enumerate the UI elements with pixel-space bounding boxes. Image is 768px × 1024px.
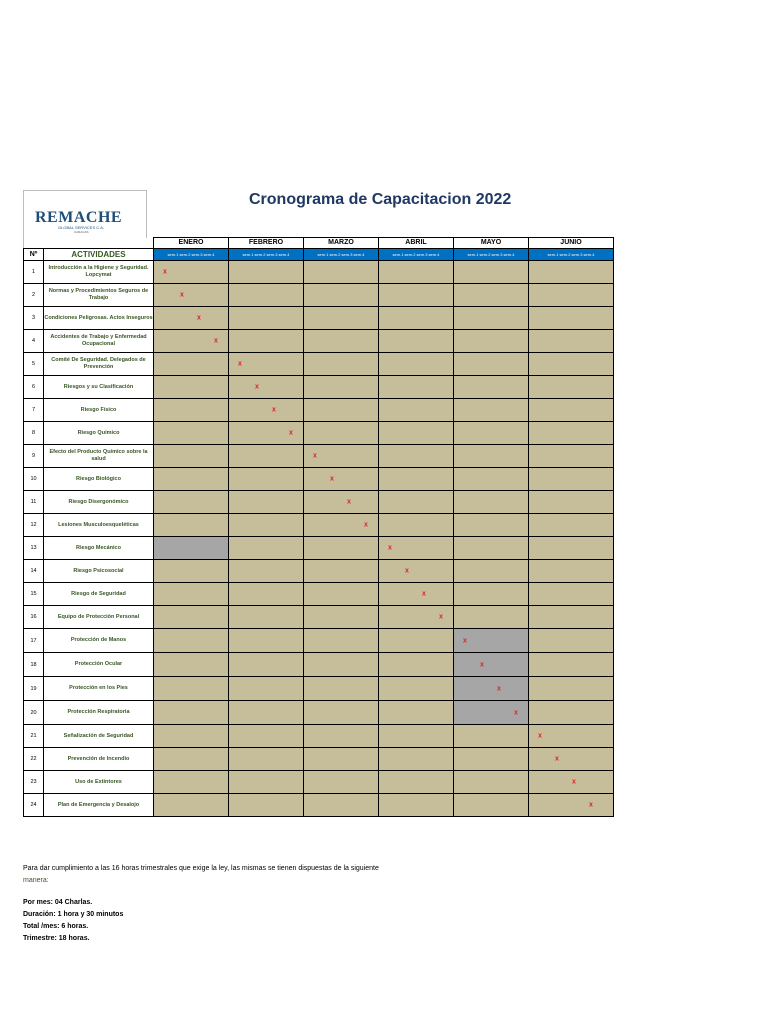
activity-number: 6 (24, 376, 44, 399)
schedule-cell (454, 307, 529, 330)
scheduled-mark: x (330, 475, 334, 483)
activity-name: Riesgo Físico (44, 399, 154, 422)
scheduled-mark: x (255, 383, 259, 391)
schedule-cell (454, 583, 529, 606)
schedule-cell (529, 653, 614, 677)
schedule-cell (454, 261, 529, 284)
schedule-table (23, 237, 614, 817)
activity-name: Equipo de Protección Personal (44, 606, 154, 629)
activity-row (24, 748, 614, 771)
schedule-cell (304, 399, 379, 422)
schedule-cell (379, 583, 454, 606)
activity-name: Accidentes de Trabajo y Enfermedad Ocupacional (44, 330, 154, 353)
summary-duration: Duración: 1 hora y 30 minutos (23, 911, 124, 918)
schedule-cell (304, 514, 379, 537)
scheduled-mark: x (480, 661, 484, 668)
schedule-cell (304, 330, 379, 353)
schedule-cell (529, 606, 614, 629)
schedule-cell (304, 748, 379, 771)
activity-name: Uso de Extintores (44, 771, 154, 794)
scheduled-mark: x (572, 778, 576, 786)
activity-number: 22 (24, 748, 44, 771)
blank-cell (24, 238, 44, 249)
activity-row (24, 399, 614, 422)
schedule-cell (379, 701, 454, 725)
schedule-cell (229, 560, 304, 583)
schedule-cell (154, 399, 229, 422)
scheduled-mark: x (463, 637, 467, 644)
schedule-cell (379, 537, 454, 560)
schedule-cell (229, 701, 304, 725)
activity-name: Normas y Procedimientos Seguros de Trabajo (44, 284, 154, 307)
activity-name: Riesgo de Seguridad (44, 583, 154, 606)
activity-number: 14 (24, 560, 44, 583)
page-title: Cronograma de Capacitacion 2022 (249, 191, 512, 208)
schedule-cell (229, 537, 304, 560)
schedule-cell (304, 491, 379, 514)
schedule-cell (379, 376, 454, 399)
schedule-cell (304, 422, 379, 445)
activity-row (24, 537, 614, 560)
scheduled-mark: x (238, 360, 242, 368)
schedule-cell (304, 725, 379, 748)
schedule-cell (229, 583, 304, 606)
schedule-cell (454, 284, 529, 307)
schedule-cell (529, 307, 614, 330)
activity-name: Riesgo Mecánico (44, 537, 154, 560)
schedule-cell (379, 330, 454, 353)
activity-row (24, 353, 614, 376)
activity-row (24, 701, 614, 725)
activity-name: Señalización de Seguridad (44, 725, 154, 748)
scheduled-mark: x (289, 429, 293, 437)
activity-row (24, 468, 614, 491)
schedule-cell (379, 353, 454, 376)
activity-name: Protección de Manos (44, 629, 154, 653)
schedule-cell (379, 794, 454, 817)
activity-row (24, 794, 614, 817)
schedule-cell (454, 606, 529, 629)
weeks-header: sem.1 sem.2 sem.3 sem.4 (529, 249, 614, 261)
activity-name: Introducción a la Higiene y Seguridad. Lopcymat (44, 261, 154, 284)
activity-number: 12 (24, 514, 44, 537)
scheduled-mark: x (163, 268, 167, 276)
schedule-cell (304, 629, 379, 653)
schedule-cell (154, 261, 229, 284)
schedule-cell (154, 376, 229, 399)
schedule-cell (229, 422, 304, 445)
activity-number: 20 (24, 701, 44, 725)
header-activities: ACTIVIDADES (44, 249, 154, 261)
schedule-cell (529, 422, 614, 445)
schedule-cell (229, 606, 304, 629)
schedule-cell (154, 537, 229, 560)
schedule-cell (154, 491, 229, 514)
schedule-cell (454, 794, 529, 817)
activity-number: 8 (24, 422, 44, 445)
schedule-cell (454, 399, 529, 422)
schedule-cell (529, 583, 614, 606)
schedule-cell (529, 725, 614, 748)
schedule-cell (379, 399, 454, 422)
schedule-cell (304, 701, 379, 725)
schedule-cell (379, 445, 454, 468)
schedule-cell (454, 725, 529, 748)
schedule-cell (304, 307, 379, 330)
month-header: ENERO (154, 238, 229, 249)
schedule-cell (154, 629, 229, 653)
scheduled-mark: x (538, 732, 542, 740)
summary-per-month: Por mes: 04 Charlas. (23, 899, 93, 906)
activity-row (24, 560, 614, 583)
schedule-cell (304, 583, 379, 606)
logo-name: REMACHE (35, 209, 123, 226)
schedule-cell (229, 307, 304, 330)
activity-row (24, 307, 614, 330)
schedule-cell (529, 537, 614, 560)
activity-row (24, 261, 614, 284)
scheduled-mark: x (272, 406, 276, 414)
schedule-cell (154, 284, 229, 307)
schedule-cell (154, 307, 229, 330)
scheduled-mark: x (405, 567, 409, 575)
activity-name: Comité De Seguridad. Delegados de Prevención (44, 353, 154, 376)
schedule-cell (379, 677, 454, 701)
schedule-cell (454, 422, 529, 445)
month-header-row (24, 238, 614, 249)
activity-number: 16 (24, 606, 44, 629)
schedule-cell (454, 330, 529, 353)
activity-row (24, 330, 614, 353)
header-number: Nº (24, 249, 44, 261)
schedule-cell (529, 701, 614, 725)
schedule-cell (379, 468, 454, 491)
schedule-cell (529, 748, 614, 771)
activity-row (24, 677, 614, 701)
schedule-cell (529, 771, 614, 794)
month-header: MAYO (454, 238, 529, 249)
schedule-cell (304, 771, 379, 794)
weeks-header: sem.1 sem.2 sem.3 sem.4 (154, 249, 229, 261)
note-line-1: Para dar cumplimiento a las 16 horas trimestrales que exige la ley, las mismas se tienen dispuestas de la siguiente (23, 865, 379, 872)
activity-name: Condiciones Peligrosas. Actos Inseguros (44, 307, 154, 330)
schedule-cell (454, 653, 529, 677)
activity-name: Prevención de Incendio (44, 748, 154, 771)
activity-name: Plan de Emergencia y Desalojo (44, 794, 154, 817)
weeks-header: sem.1 sem.2 sem.3 sem.4 (379, 249, 454, 261)
activity-name: Protección Ocular (44, 653, 154, 677)
schedule-cell (379, 653, 454, 677)
activity-number: 5 (24, 353, 44, 376)
logo-subtitle: GLOBAL SERVICES C.A. (58, 225, 105, 230)
schedule-cell (379, 560, 454, 583)
month-header: MARZO (304, 238, 379, 249)
activity-row (24, 376, 614, 399)
schedule-cell (529, 261, 614, 284)
column-header-row (24, 249, 614, 261)
schedule-cell (304, 445, 379, 468)
schedule-cell (529, 376, 614, 399)
schedule-cell (229, 491, 304, 514)
schedule-cell (229, 261, 304, 284)
schedule-cell (229, 514, 304, 537)
schedule-cell (229, 653, 304, 677)
schedule-cell (154, 794, 229, 817)
schedule-cell (379, 491, 454, 514)
schedule-cell (454, 771, 529, 794)
schedule-cell (154, 771, 229, 794)
activity-row (24, 422, 614, 445)
activity-number: 18 (24, 653, 44, 677)
schedule-cell (529, 677, 614, 701)
schedule-cell (529, 560, 614, 583)
schedule-cell (304, 560, 379, 583)
activity-row (24, 491, 614, 514)
activity-name: Efecto del Producto Químico sobre la salud (44, 445, 154, 468)
schedule-cell (154, 725, 229, 748)
schedule-cell (454, 514, 529, 537)
activity-row (24, 653, 614, 677)
schedule-cell (379, 422, 454, 445)
schedule-cell (154, 353, 229, 376)
schedule-cell (304, 794, 379, 817)
schedule-cell (154, 330, 229, 353)
activity-number: 4 (24, 330, 44, 353)
schedule-cell (529, 284, 614, 307)
schedule-cell (229, 794, 304, 817)
schedule-cell (229, 771, 304, 794)
schedule-cell (454, 748, 529, 771)
activity-name: Riesgos y su Clasificación (44, 376, 154, 399)
schedule-cell (154, 514, 229, 537)
schedule-cell (154, 653, 229, 677)
schedule-cell (379, 725, 454, 748)
schedule-cell (454, 353, 529, 376)
activity-row (24, 725, 614, 748)
activity-number: 9 (24, 445, 44, 468)
schedule-cell (154, 445, 229, 468)
scheduled-mark: x (388, 544, 392, 552)
weeks-header: sem.1 sem.2 sem.3 sem.4 (304, 249, 379, 261)
weeks-header: sem.1 sem.2 sem.3 sem.4 (229, 249, 304, 261)
activity-name: Protección Respiratoria (44, 701, 154, 725)
schedule-cell (229, 445, 304, 468)
schedule-cell (529, 514, 614, 537)
schedule-cell (529, 330, 614, 353)
activity-number: 1 (24, 261, 44, 284)
schedule-cell (529, 794, 614, 817)
activity-name: Riesgo Disergonómico (44, 491, 154, 514)
activity-number: 19 (24, 677, 44, 701)
schedule-cell (154, 606, 229, 629)
logo-subtitle-2: CARACAS (74, 230, 89, 234)
scheduled-mark: x (497, 685, 501, 692)
month-header: FEBRERO (229, 238, 304, 249)
schedule-cell (304, 261, 379, 284)
scheduled-mark: x (555, 755, 559, 763)
activity-number: 17 (24, 629, 44, 653)
schedule-cell (229, 330, 304, 353)
activity-name: Riesgo Psicosocial (44, 560, 154, 583)
scheduled-mark: x (313, 452, 317, 460)
schedule-cell (229, 284, 304, 307)
schedule-cell (454, 560, 529, 583)
schedule-cell (154, 422, 229, 445)
scheduled-mark: x (180, 291, 184, 299)
activity-number: 11 (24, 491, 44, 514)
schedule-cell (304, 677, 379, 701)
schedule-cell (229, 725, 304, 748)
schedule-cell (454, 445, 529, 468)
schedule-cell (454, 537, 529, 560)
activity-row (24, 514, 614, 537)
schedule-cell (304, 653, 379, 677)
schedule-cell (229, 353, 304, 376)
schedule-cell (379, 606, 454, 629)
summary-quarter: Trimestre: 18 horas. (23, 935, 90, 942)
activity-number: 2 (24, 284, 44, 307)
schedule-cell (529, 468, 614, 491)
scheduled-mark: x (347, 498, 351, 506)
scheduled-mark: x (514, 709, 518, 716)
activity-number: 13 (24, 537, 44, 560)
schedule-cell (454, 701, 529, 725)
schedule-cell (379, 261, 454, 284)
blank-cell (44, 238, 154, 249)
schedule-cell (454, 629, 529, 653)
schedule-cell (529, 491, 614, 514)
activity-name: Riesgo Químico (44, 422, 154, 445)
schedule-cell (379, 629, 454, 653)
scheduled-mark: x (422, 590, 426, 598)
schedule-cell (379, 514, 454, 537)
schedule-cell (529, 445, 614, 468)
scheduled-mark: x (439, 613, 443, 621)
activity-row (24, 771, 614, 794)
schedule-cell (529, 399, 614, 422)
schedule-cell (229, 677, 304, 701)
schedule-cell (529, 353, 614, 376)
activity-row (24, 583, 614, 606)
activity-name: Lesiones Musculoesqueléticas (44, 514, 154, 537)
month-header: JUNIO (529, 238, 614, 249)
weeks-header: sem.1 sem.2 sem.3 sem.4 (454, 249, 529, 261)
schedule-cell (229, 748, 304, 771)
schedule-cell (529, 629, 614, 653)
activity-row (24, 284, 614, 307)
schedule-cell (154, 583, 229, 606)
activity-number: 3 (24, 307, 44, 330)
month-header: ABRIL (379, 238, 454, 249)
schedule-cell (154, 701, 229, 725)
schedule-cell (229, 629, 304, 653)
note-line-2: manera: (23, 877, 49, 884)
scheduled-mark: x (197, 314, 201, 322)
activity-number: 24 (24, 794, 44, 817)
schedule-cell (304, 606, 379, 629)
schedule-cell (229, 468, 304, 491)
activity-name: Riesgo Biológico (44, 468, 154, 491)
schedule-cell (454, 677, 529, 701)
activity-row (24, 606, 614, 629)
schedule-cell (304, 376, 379, 399)
activity-row (24, 629, 614, 653)
schedule-cell (304, 284, 379, 307)
schedule-cell (304, 537, 379, 560)
activity-number: 23 (24, 771, 44, 794)
activity-number: 15 (24, 583, 44, 606)
schedule-cell (454, 468, 529, 491)
schedule-cell (304, 468, 379, 491)
schedule-cell (154, 468, 229, 491)
schedule-cell (379, 748, 454, 771)
activity-number: 7 (24, 399, 44, 422)
schedule-cell (229, 376, 304, 399)
scheduled-mark: x (364, 521, 368, 529)
activity-number: 21 (24, 725, 44, 748)
summary-total-month: Total /mes: 6 horas. (23, 923, 89, 930)
schedule-cell (154, 677, 229, 701)
scheduled-mark: x (214, 337, 218, 345)
activity-name: Protección en los Pies (44, 677, 154, 701)
activity-number: 10 (24, 468, 44, 491)
schedule-cell (379, 307, 454, 330)
schedule-cell (229, 399, 304, 422)
schedule-cell (379, 771, 454, 794)
schedule-cell (154, 560, 229, 583)
schedule-cell (454, 491, 529, 514)
schedule-cell (379, 284, 454, 307)
schedule-cell (154, 748, 229, 771)
activity-row (24, 445, 614, 468)
schedule-cell (304, 353, 379, 376)
schedule-cell (454, 376, 529, 399)
scheduled-mark: x (589, 801, 593, 809)
